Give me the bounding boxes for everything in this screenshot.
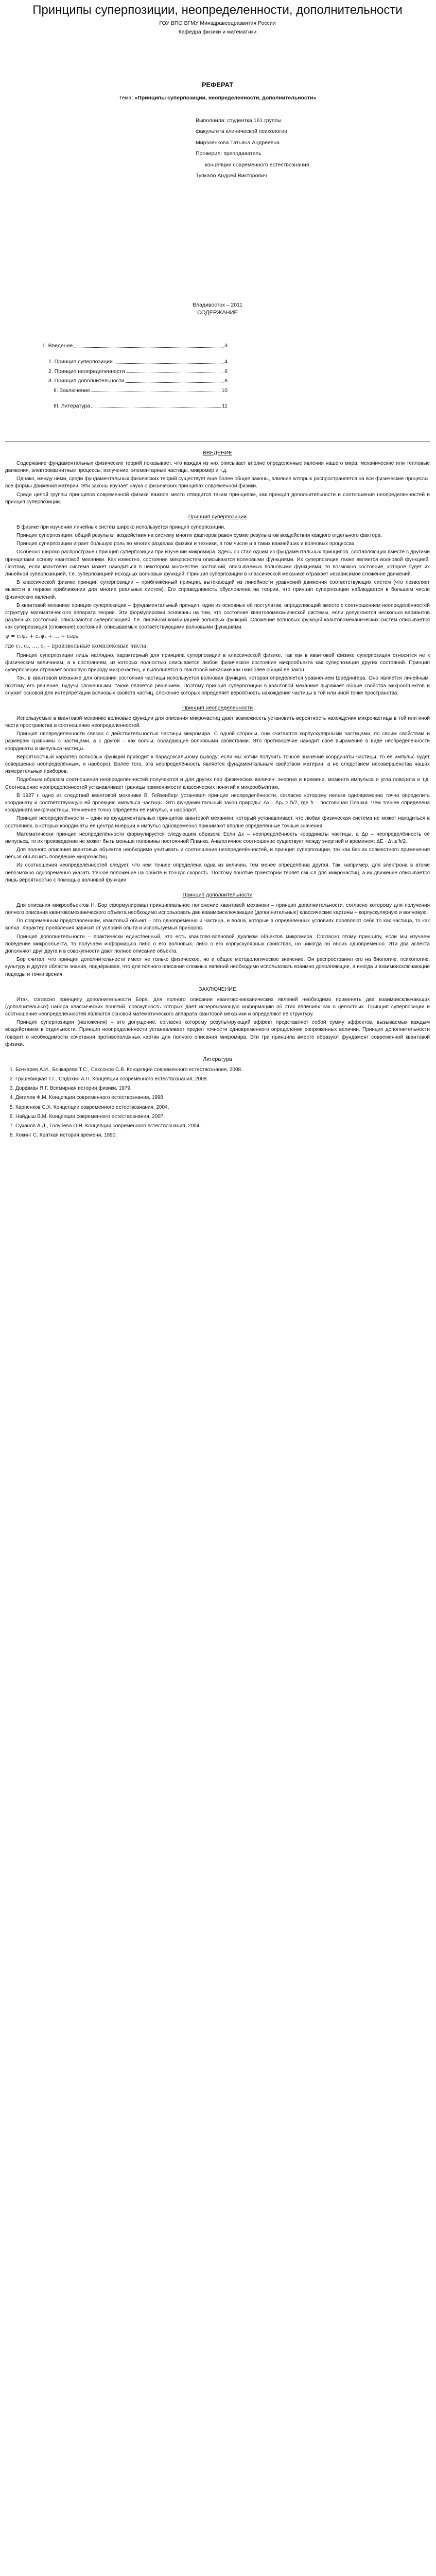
uncertainty-paragraph: Из соотношения неопределённостей следует, что чем точнее определена одна из величин, тем менее определённа другая. Так, например, для электрона в атоме невозможно одновременно указать точное положение на орбите и точную скорость. Поэтому понятие траектории теряет смысл для микрочастиц, а их движение описывается лишь вероятностно с помощью волновой функции. bbox=[5, 862, 430, 883]
uncertainty-heading: Принцип неопределенности bbox=[182, 704, 253, 711]
document-title: Принципы суперпозиции, неопределенности, дополнительности bbox=[32, 3, 403, 17]
uncertainty-paragraph: Принцип неопределенности связан с действительностью частицы микромира. С одной стороны, они считаются корпускулярными частицами, по своим свойствам и размерам сравнимы с частицами, а с другой – как волны, обладающие волновыми свойствами. Это противоречие находит своё выражение в виде неопределённости координаты и импульса частицы. bbox=[5, 731, 430, 752]
intro-paragraph: Однако, между ними, среди фундаментальных физических теорий существует еще более общие законы, влияние которых распространяется на все физические процессы, все формы движения материи. Эти законы изучает наука о физических принципах современной физики. bbox=[5, 476, 430, 489]
literature-list bbox=[15, 1066, 430, 1140]
uncertainty-paragraph: Принцип неопределённости – один из фундаментальных принципов квантовой механики, который устанавливает, что любая физическая система не может находиться в состояниях, в которых координаты её центра инерции и импульс одновременно принимают вполне определённые точные значения. bbox=[5, 816, 430, 829]
superposition-paragraph: В физике при изучении линейных систем широко используется принцип суперпозиции. bbox=[16, 524, 225, 530]
uncertainty-paragraph: Используемые в квантовой механике волновые функции для описания микрочастиц дают возможность установить вероятность нахождения микрочастицы в той или иной части пространства и соотношение неопределенностей. bbox=[5, 715, 430, 729]
toc-item[interactable]: 3. Принцип дополнительности 8 bbox=[48, 378, 228, 384]
intro-paragraph: Содержание фундаментальных физических теорий показывает, что каждая из них описывает вполне определенные явления нашего мира: механические или тепловые движения, электромагнитные процессы, излучение, элементарные частицы, микромир и т.д. bbox=[5, 460, 430, 474]
superposition-paragraph: Принцип суперпозиции лишь наглядно, характерный для принципа суперпозиции в классической физике, так как в квантовой физике суперпозиция относится не к физическим величинам, а к состояниям, из которых полностью описывается любое физическое состояние микрообъекта как суперпозиция других состояний. Принцип суперпозиции отражает волновую природу микрочастиц, и выполняется в квантовой механике как наиболее общий её закон. bbox=[5, 652, 430, 673]
literature-item: 3. Дорфман Я.Г. Всемирная история физики, 1979. bbox=[15, 1085, 430, 1092]
institution-line: ГОУ ВПО ВГМУ Минздравсоцразвития России bbox=[159, 20, 276, 26]
intro-heading: ВВЕДЕНИЕ bbox=[202, 449, 233, 456]
conclusion-paragraph: Итак, согласно принципу дополнительности Бора, для полного описания квантово-механических явлений необходимо применять два взаимоисключающих (дополнительных) набора классических понятий, совокупность которых даёт исчерпывающую информацию об этих явлениях как о целостных. Принцип суперпозиции и соотношение неопределённостей являются основой математического аппарата квантовой механики и определяют её структуру. bbox=[5, 996, 430, 1018]
superposition-paragraph: В квантовой механике принцип суперпозиции – фундаментальный принцип, один из основных её постулатов, определяющий вместе с соотношением неопределённостей структуру математического аппарата теории. Эти формулировки основаны на том, что состояние квантовомеханической системы, если допускаются несколько вариантов различных состояний, описываются суперпозицией, т.е. линейной комбинацией волновых функций. Сложение волновых функций квантовомеханических систем описывается как суперпозиция (сложение) состояний, описываемых соответствующими волновыми функциями. bbox=[5, 602, 430, 631]
uncertainty-paragraph: В 1927 г. одно из следствий квантовой механики В. Гейзенберг установил принцип неопределённости, согласно которому нельзя одновременно точно определить координату и соответствующую ей проекцию импульса частицы. Это фундаментальный закон природы: Δx · Δpₓ ≥ ħ/2, где ħ – постоянная Планка. Чем точнее определена координата микрочастицы, тем менее точно определён её импульс, и наоборот. bbox=[5, 792, 430, 814]
info-line: Проверил: преподаватель bbox=[196, 150, 261, 157]
superposition-paragraph: Особенно широко распространен принцип суперпозиции при изучении микромира. Здесь он стал одним из фундаментальных принципов, составляющих вместе с другими принципами основу квантовой механики. Как известно, состояния микросистем описываются волновыми функциями. Их суперпозиция также является волновой функцией. Поэтому, если квантовая система может находиться в некотором множестве состояний, описываемых волновыми функциями, то возможно состояние, которое будет их линейной суперпозицией, т.е. суперпозицией исходных волновых функций. Принцип суперпозиции в классической механике отражает независимое сложение движений. bbox=[5, 549, 430, 577]
superposition-paragraph: Принцип суперпозиции: общий результат воздействия на систему многих факторов равен сумме результатов воздействия каждого отдельного фактора. bbox=[16, 533, 382, 539]
toc-item[interactable]: 1. Принцип суперпозиции 4 bbox=[48, 358, 228, 365]
uncertainty-paragraph: Для полного описания квантовых объектов необходимо учитывать и соотношение неопределённостей, и принцип суперпозиции, так как без их совместного применения нельзя объяснить поведение микрочастиц. bbox=[5, 847, 430, 860]
superposition-equation: ψ = c₁ψ₁ + c₂ψ₂ + … + cₙψₙ bbox=[5, 634, 78, 640]
conclusion-heading: ЗАКЛЮЧЕНИЕ bbox=[199, 986, 236, 992]
theme-prefix: Тема: bbox=[118, 94, 135, 101]
institution-block bbox=[5, 19, 430, 37]
superposition-paragraph: Так, в квантовой механике для описания состояния частицы используется волновая функция, которая определяется уравнением Шредингера. Оно является линейным, поэтому его решение, будучи сложенными, также является решением. Поэтому принцип суперпозиции в квантовой механике выражает общие свойства микрообъектов и служит основой для интерпретации волновых свойств частиц, сложение которых определяет вероятность нахождения частицы в той или иной точке пространства. bbox=[5, 675, 430, 696]
literature-item: 5. Карпенков С.Х. Концепции современного естествознания, 2004. bbox=[15, 1104, 430, 1111]
complementarity-paragraph: Для описания микрообъектов Н. Бор сформулировал принципиальное положение квантовой механики – принцип дополнительности, согласно которому для получения полного описания квантовомеханического объекта необходимо использовать две взаимоисключающие (дополнительные) классические картины – корпускулярную и волновую. bbox=[5, 902, 430, 916]
toc-title: СОДЕРЖАНИЕ bbox=[197, 309, 238, 316]
literature-item: 7. Суханов А.Д., Голубева О.Н. Концепции современного естествознания, 2004. bbox=[15, 1123, 430, 1130]
literature-heading: Литература bbox=[203, 1056, 232, 1063]
intro-paragraph: Среди целой группы принципов современной физики важное место отводится таким принципам, как принцип дополнительности и соотношения неопределенностей и принцип суперпозиции. bbox=[5, 492, 430, 505]
toc-item[interactable]: III. Литература 11 bbox=[54, 403, 228, 410]
uncertainty-paragraph: Математически принцип неопределённости формулируется следующим образом: Если Δx – неопределённость координаты частицы, а Δp – неопределённость её импульса, то их произведение не может быть меньше половины постоянной Планка. Аналогичное соотношение существует между энергией и временем: ΔE · Δt ≥ ħ/2. bbox=[5, 831, 430, 844]
table-of-contents bbox=[42, 343, 228, 410]
info-line: концепции современного естествознания bbox=[205, 161, 309, 168]
equation-note: где c₁, c₂, …, cₙ – произвольные комплексные числа. bbox=[5, 643, 148, 649]
document-page bbox=[0, 3, 436, 1151]
toc-item[interactable]: 2. Принцип неопределенности 6 bbox=[48, 368, 228, 375]
superposition-paragraph: В классической физике принцип суперпозиции – приближённый принцип, вытекающий из линейности уравнений движения соответствующих систем (что позволяет вывести в первом приближении для многих реальных систем). Его справедливость обусловлена на теории, что принцип суперпозиции наблюдается в большом числе физических явлений. bbox=[5, 580, 430, 600]
complementarity-paragraph: Принцип дополнительности – практически единственный, что есть квантово-волновой дуализм объектов микромира. Согласно этому принципу, если мы изучаем поведение микрообъекта, то получаем информацию либо о его волновых, либо о его корпускулярных свойствах, но никогда об обоих одновременно. Эти два аспекта дополняют друг друга и в совокупности дают полное описание объекта. bbox=[5, 934, 430, 955]
department-line: Кафедра физики и математики bbox=[178, 28, 257, 35]
literature-item: 8. Хокинг С. Краткая история времени, 1990. bbox=[15, 1132, 430, 1139]
toc-item[interactable]: 1. Введение 3 bbox=[42, 343, 228, 349]
theme-text: «Принципы суперпозиции, неопределенности, дополнительности» bbox=[134, 94, 317, 101]
info-line: Тупкало Андрей Викторович bbox=[196, 173, 267, 179]
toc-item[interactable]: II. Заключение 10 bbox=[54, 387, 228, 394]
complementarity-paragraph: Бор считал, что принцип дополнительности имеет не только физическое, но и общее методологическое значение. Он распространял его на биологию, психологию, культуру и другие области знания, подчёркивая, что для полного описания сложных явлений необходимо использовать взаимно дополняющие, а иногда и взаимоисключающие подходы и точки зрения. bbox=[5, 957, 430, 977]
uncertainty-paragraph: Вероятностный характер волновых функций приводит к парадоксальному выводу: если мы хотим получить точное значение координаты частицы, то её импульс будет совершенно неопределённым, и наоборот. Более того, эта неопределённость является фундаментальным свойством материи, а не следствием несовершенства наших измерительных приборов. bbox=[5, 754, 430, 775]
complementarity-paragraph: По современным представлениям, квантовый объект – это одновременно и частица, и волна, которые в определённых условиях проявляют себя то как частица, то как волна. Характер проявления зависит от условий опыта и используемых приборов. bbox=[5, 918, 430, 931]
theme-line bbox=[5, 94, 430, 102]
literature-item: 1. Бочкарев А.И., Бочкарева Т.С., Саксонов С.В. Концепции современного естествознания, 2008. bbox=[15, 1066, 430, 1074]
info-line: факультета клинической психологии bbox=[196, 128, 288, 135]
literature-item: 4. Дягилев Ф.М. Концепции современного естествознания, 1998. bbox=[15, 1094, 430, 1101]
info-line: Мирзоенкова Татьяна Андреевна bbox=[196, 139, 280, 146]
superposition-paragraph: Принцип суперпозиции играет большую роль во многих разделах физики и техники, в том числе и в таких важнейших и волновых процессах. bbox=[16, 541, 356, 547]
conclusion-paragraph: Принцип суперпозиции (наложения) – это допущение, согласно которому результирующий эффект представляет собой сумму эффектов, вызываемых каждым воздействием в отдельности. Принцип неопределённости устанавливает предел точности одновременного определения сопряжённых величин. Принцип дополнительности говорит о необходимости сочетания противоположных картин для полного описания микромира. Эти три принципа вместе образуют фундамент современной квантовой физики. bbox=[5, 1020, 430, 1047]
literature-item: 2. Грушевицкая Т.Г., Садохин А.П. Концепции современного естествознания, 2008. bbox=[15, 1076, 430, 1083]
info-line: Выполнила: студентка 161 группы bbox=[196, 117, 282, 124]
doc-type-heading: РЕФЕРАТ bbox=[201, 81, 234, 89]
superposition-heading: Принцип суперпозиции bbox=[188, 513, 247, 520]
city-year: Владивосток – 2011 bbox=[193, 301, 242, 308]
literature-item: 6. Найдыш В.М. Концепции современного естествознания, 2007. bbox=[15, 1113, 430, 1121]
complementarity-heading: Принцип дополнительности bbox=[182, 892, 253, 899]
uncertainty-paragraph: Подобным образом соотношения неопределённостей получаются и для других пар физических величин: энергии и времени, момента импульса и угла поворота и т.д. Соотношение неопределенностей устанавливает границы применимости классических понятий к микрообъектам. bbox=[5, 777, 430, 790]
author-info bbox=[196, 115, 430, 182]
